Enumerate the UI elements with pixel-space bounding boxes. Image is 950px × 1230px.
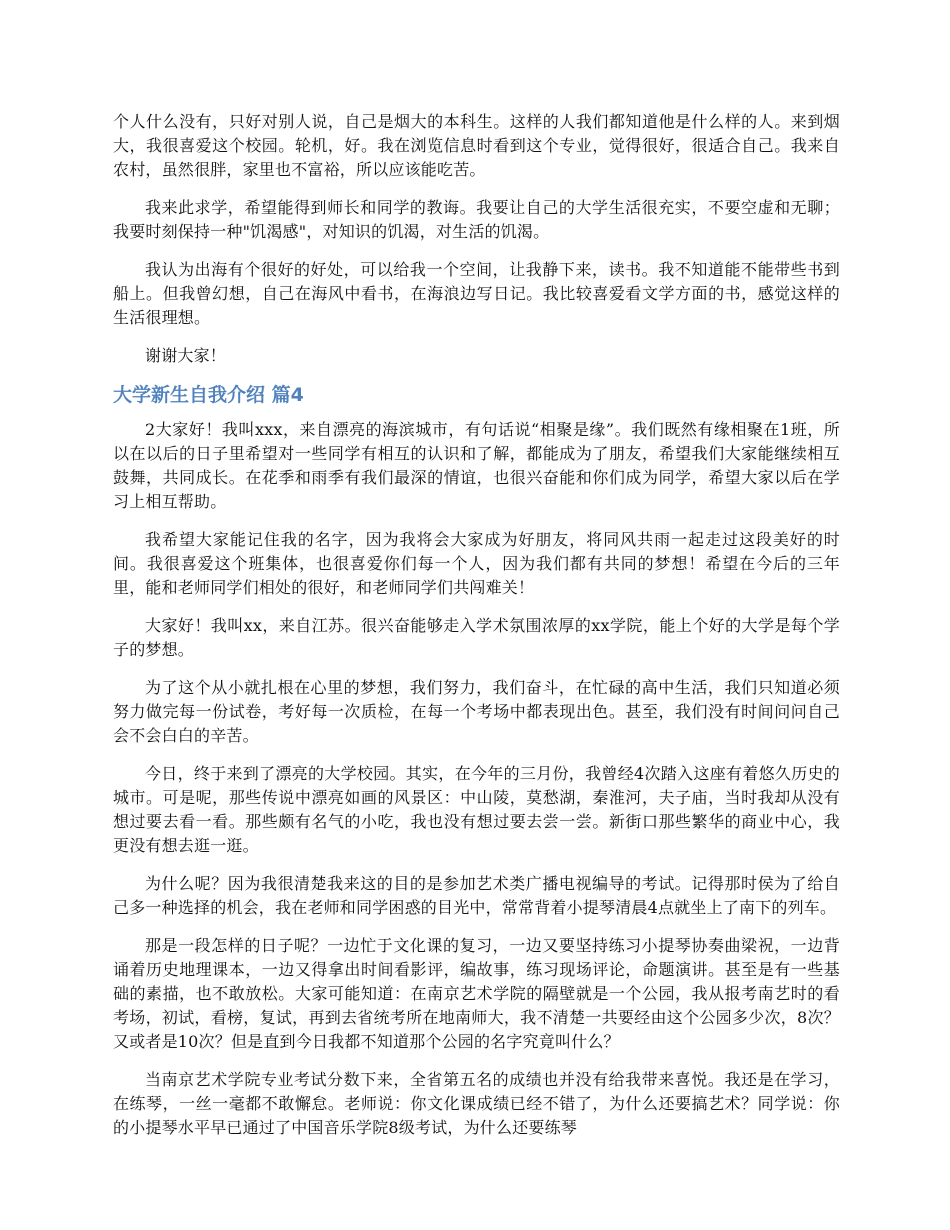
paragraph: 我来此求学，希望能得到师长和同学的教诲。我要让自己的大学生活很充实，不要空虚和无聊；我要时刻保持一种"饥渴感"，对知识的饥渴，对生活的饥渴。	[113, 198, 840, 241]
paragraph: 为了这个从小就扎根在心里的梦想，我们努力，我们奋斗，在忙碌的高中生活，我们只知道必须努力做完每一份试卷，考好每一次质检，在每一个考场中都表现出色。甚至，我们没有时间问问自己会不会白白的辛苦。	[113, 678, 840, 745]
paragraph: 大家好！我叫xx，来自江苏。很兴奋能够走入学术氛围浓厚的xx学院，能上个好的大学是每个学子的梦想。	[113, 616, 840, 659]
paragraph: 当南京艺术学院专业考试分数下来，全省第五名的成绩也并没有给我带来喜悦。我还是在学习，在练琴，一丝一毫都不敢懈怠。老师说：你文化课成绩已经不错了，为什么还要搞艺术？同学说：你的小提琴水平早已通过了中国音乐学院8级考试，为什么还要练琴	[113, 1070, 840, 1137]
paragraph: 我希望大家能记住我的名字，因为我将会大家成为好朋友，将同风共雨一起走过这段美好的时间。我很喜爱这个班集体，也很喜爱你们每一个人，因为我们都有共同的梦想！希望在今后的三年里，能和老师同学们相处的很好，和老师同学们共闯难关！	[113, 530, 840, 597]
document-page	[113, 110, 840, 1154]
section-heading: 大学新生自我介绍 篇4	[113, 384, 304, 406]
paragraph: 那是一段怎样的日子呢？一边忙于文化课的复习，一边又要坚持练习小提琴协奏曲梁祝，一边背诵着历史地理课本，一边又得拿出时间看影评，编故事，练习现场评论，命题演讲。甚至是有一些基础的素描，也不敢放松。大家可能知道：在南京艺术学院的隔壁就是一个公园，我从报考南艺时的看考场，初试，看榜，复试，再到去省统考所在地南师大，我不清楚一共要经由这个公园多少次，8次？又或者是10次？但是直到今日我都不知道那个公园的名字究竟叫什么？	[113, 936, 840, 1051]
paragraph: 2大家好！我叫xxx，来自漂亮的海滨城市，有句话说“相聚是缘”。我们既然有缘相聚在1班，所以在以后的日子里希望对一些同学有相互的认识和了解，都能成为了朋友，希望我们大家能继续相互鼓舞，共同成长。在花季和雨季有我们最深的情谊，也很兴奋能和你们成为同学，希望大家以后在学习上相互帮助。	[113, 420, 840, 511]
paragraph: 谢谢大家！	[145, 346, 227, 365]
paragraph: 个人什么没有，只好对别人说，自己是烟大的本科生。这样的人我们都知道他是什么样的人。来到烟大，我很喜爱这个校园。轮机，好。我在浏览信息时看到这个专业，觉得很好，很适合自己。我来自农村，虽然很胖，家里也不富裕，所以应该能吃苦。	[113, 112, 840, 179]
paragraph: 我认为出海有个很好的好处，可以给我一个空间，让我静下来，读书。我不知道能不能带些书到船上。但我曾幻想，自己在海风中看书，在海浪边写日记。我比较喜爱看文学方面的书，感觉这样的生活很理想。	[113, 260, 840, 327]
paragraph: 今日，终于来到了漂亮的大学校园。其实，在今年的三月份，我曾经4次踏入这座有着悠久历史的城市。可是呢，那些传说中漂亮如画的风景区：中山陵，莫愁湖，秦淮河，夫子庙，当时我却从没有想过要去看一看。那些颇有名气的小吃，我也没有想过要去尝一尝。新街口那些繁华的商业中心，我更没有想去逛一逛。	[113, 764, 840, 855]
paragraph: 为什么呢？因为我很清楚我来这的目的是参加艺术类广播电视编导的考试。记得那时侯为了给自己多一种选择的机会，我在老师和同学困惑的目光中，常常背着小提琴清晨4点就坐上了南下的列车。	[113, 874, 840, 917]
